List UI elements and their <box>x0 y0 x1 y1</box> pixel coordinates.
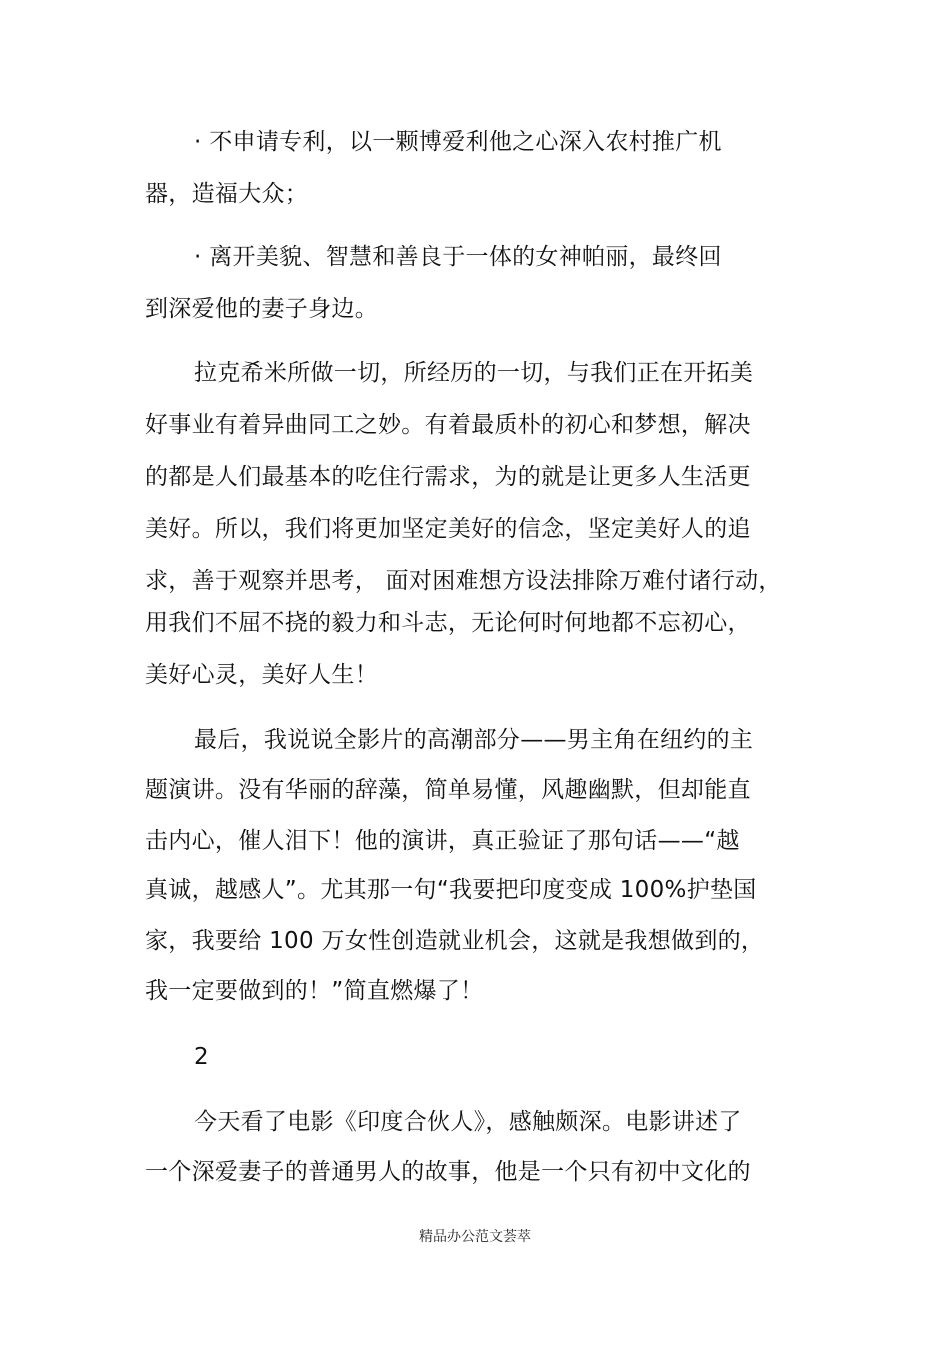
text-line: 美好心灵，美好人生！ <box>145 662 378 688</box>
text-line: 器，造福大众； <box>145 181 309 207</box>
text-line: 我一定要做到的！”简直燃爆了！ <box>145 978 484 1004</box>
bullet-line-2: · 离开美貌、智慧和善良于一体的女神帕丽，最终回 <box>194 244 722 270</box>
section-number: 2 <box>194 1044 209 1070</box>
text-line: 真诚，越感人”。尤其那一句“我要把印度变成 100%护垫国 <box>145 877 757 903</box>
paragraph-first-line: 拉克希米所做一切，所经历的一切，与我们正在开拓美 <box>194 360 754 386</box>
text-line: 题演讲。没有华丽的辞藻，简单易懂，风趣幽默，但却能直 <box>145 777 751 803</box>
text-line: 击内心，催人泪下！他的演讲，真正验证了那句话——“越 <box>145 828 740 854</box>
text-line: 好事业有着异曲同工之妙。有着最质朴的初心和梦想，解决 <box>145 412 751 438</box>
text-line: 求，善于观察并思考， 面对困难想方设法排除万难付诸行动， <box>145 568 782 594</box>
text-line: 美好。所以，我们将更加坚定美好的信念，坚定美好人的追 <box>145 516 751 542</box>
page-footer: 精品办公范文荟萃 <box>419 1229 531 1245</box>
text-line: 家，我要给 100 万女性创造就业机会，这就是我想做到的， <box>145 928 765 954</box>
text-line: 用我们不屈不挠的毅力和斗志，无论何时何地都不忘初心， <box>145 610 751 636</box>
text-line: 的都是人们最基本的吃住行需求，为的就是让更多人生活更 <box>145 464 751 490</box>
bullet-line-1: · 不申请专利，以一颗博爱利他之心深入农村推广机 <box>194 129 722 155</box>
paragraph-first-line: 最后，我说说全影片的高潮部分——男主角在纽约的主 <box>194 727 754 753</box>
text-line: 一个深爱妻子的普通男人的故事，他是一个只有初中文化的 <box>145 1159 751 1185</box>
paragraph-first-line: 今天看了电影《印度合伙人》，感触颇深。电影讲述了 <box>194 1109 742 1135</box>
text-line: 到深爱他的妻子身边。 <box>145 296 378 322</box>
